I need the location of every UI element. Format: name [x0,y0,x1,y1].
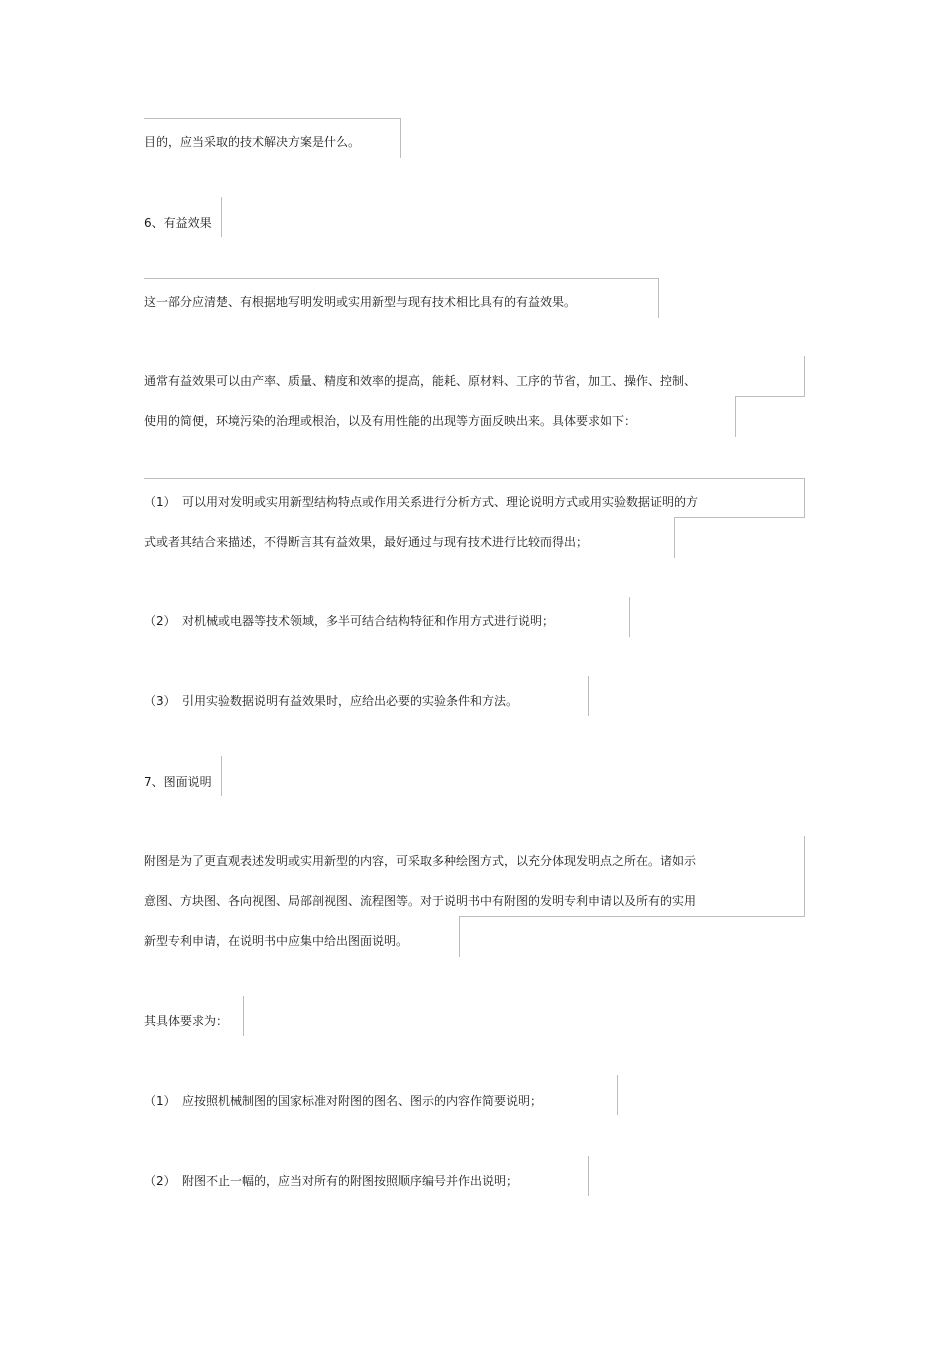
list-item-number: （2） [144,614,176,628]
paragraph-effects-line-2: 使用的简便，环境污染的治理或根治，以及有用性能的出现等方面反映出来。具体要求如下： [144,414,637,428]
paragraph-purpose: 目的，应当采取的技术解决方案是什么。 [144,135,361,149]
paragraph-figures-line-2: 意图、方块图、各向视图、局部剖视图、流程图等。对于说明书中有附图的发明专利申请以及所有的实用 [144,894,697,908]
paragraph-figures-line-3: 新型专利申请，在说明书中应集中给出图面说明。 [144,934,409,948]
section-heading-figure-description: 7、图面说明 [144,775,212,789]
list-item-text: 附图不止一幅的，应当对所有的附图按照顺序编号并作出说明； [182,1174,519,1188]
paragraph-beneficial-effects-intro: 这一部分应清楚、有根据地写明发明或实用新型与现有技术相比具有的有益效果。 [144,295,577,309]
list-item-text: 对机械或电器等技术领域，多半可结合结构特征和作用方式进行说明； [182,614,555,628]
section-heading-beneficial-effects: 6、有益效果 [144,216,212,230]
list-item-text: 引用实验数据说明有益效果时，应给出必要的实验条件和方法。 [182,694,519,708]
list-item-2b [144,1173,518,1189]
paragraph-specific-requirements: 其具体要求为： [144,1014,229,1028]
list-item-1b [144,1093,542,1109]
list-item-number: （2） [144,1174,176,1188]
list-item-text: 应按照机械制图的国家标准对附图的图名、图示的内容作简要说明； [182,1094,543,1108]
paragraph-effects-line-1: 通常有益效果可以由产率、质量、精度和效率的提高，能耗、原材料、工序的节省，加工、操作、控制、 [144,374,697,388]
paragraph-figures-line-1: 附图是为了更直观表述发明或实用新型的内容，可采取多种绘图方式，以充分体现发明点之所在。诸如示 [144,854,697,868]
list-item-2 [144,613,554,629]
list-item-number: （1） [144,1094,176,1108]
list-item-3 [144,693,518,709]
list-item-number: （1） [144,495,176,509]
list-item-1-line-2: 式或者其结合来描述，不得断言其有益效果，最好通过与现有技术进行比较而得出； [144,535,589,549]
list-item-1-line-1 [144,494,698,510]
list-item-text: 可以用对发明或实用新型结构特点或作用关系进行分析方式、理论说明方式或用实验数据证明的方 [182,495,699,509]
list-item-number: （3） [144,694,176,708]
